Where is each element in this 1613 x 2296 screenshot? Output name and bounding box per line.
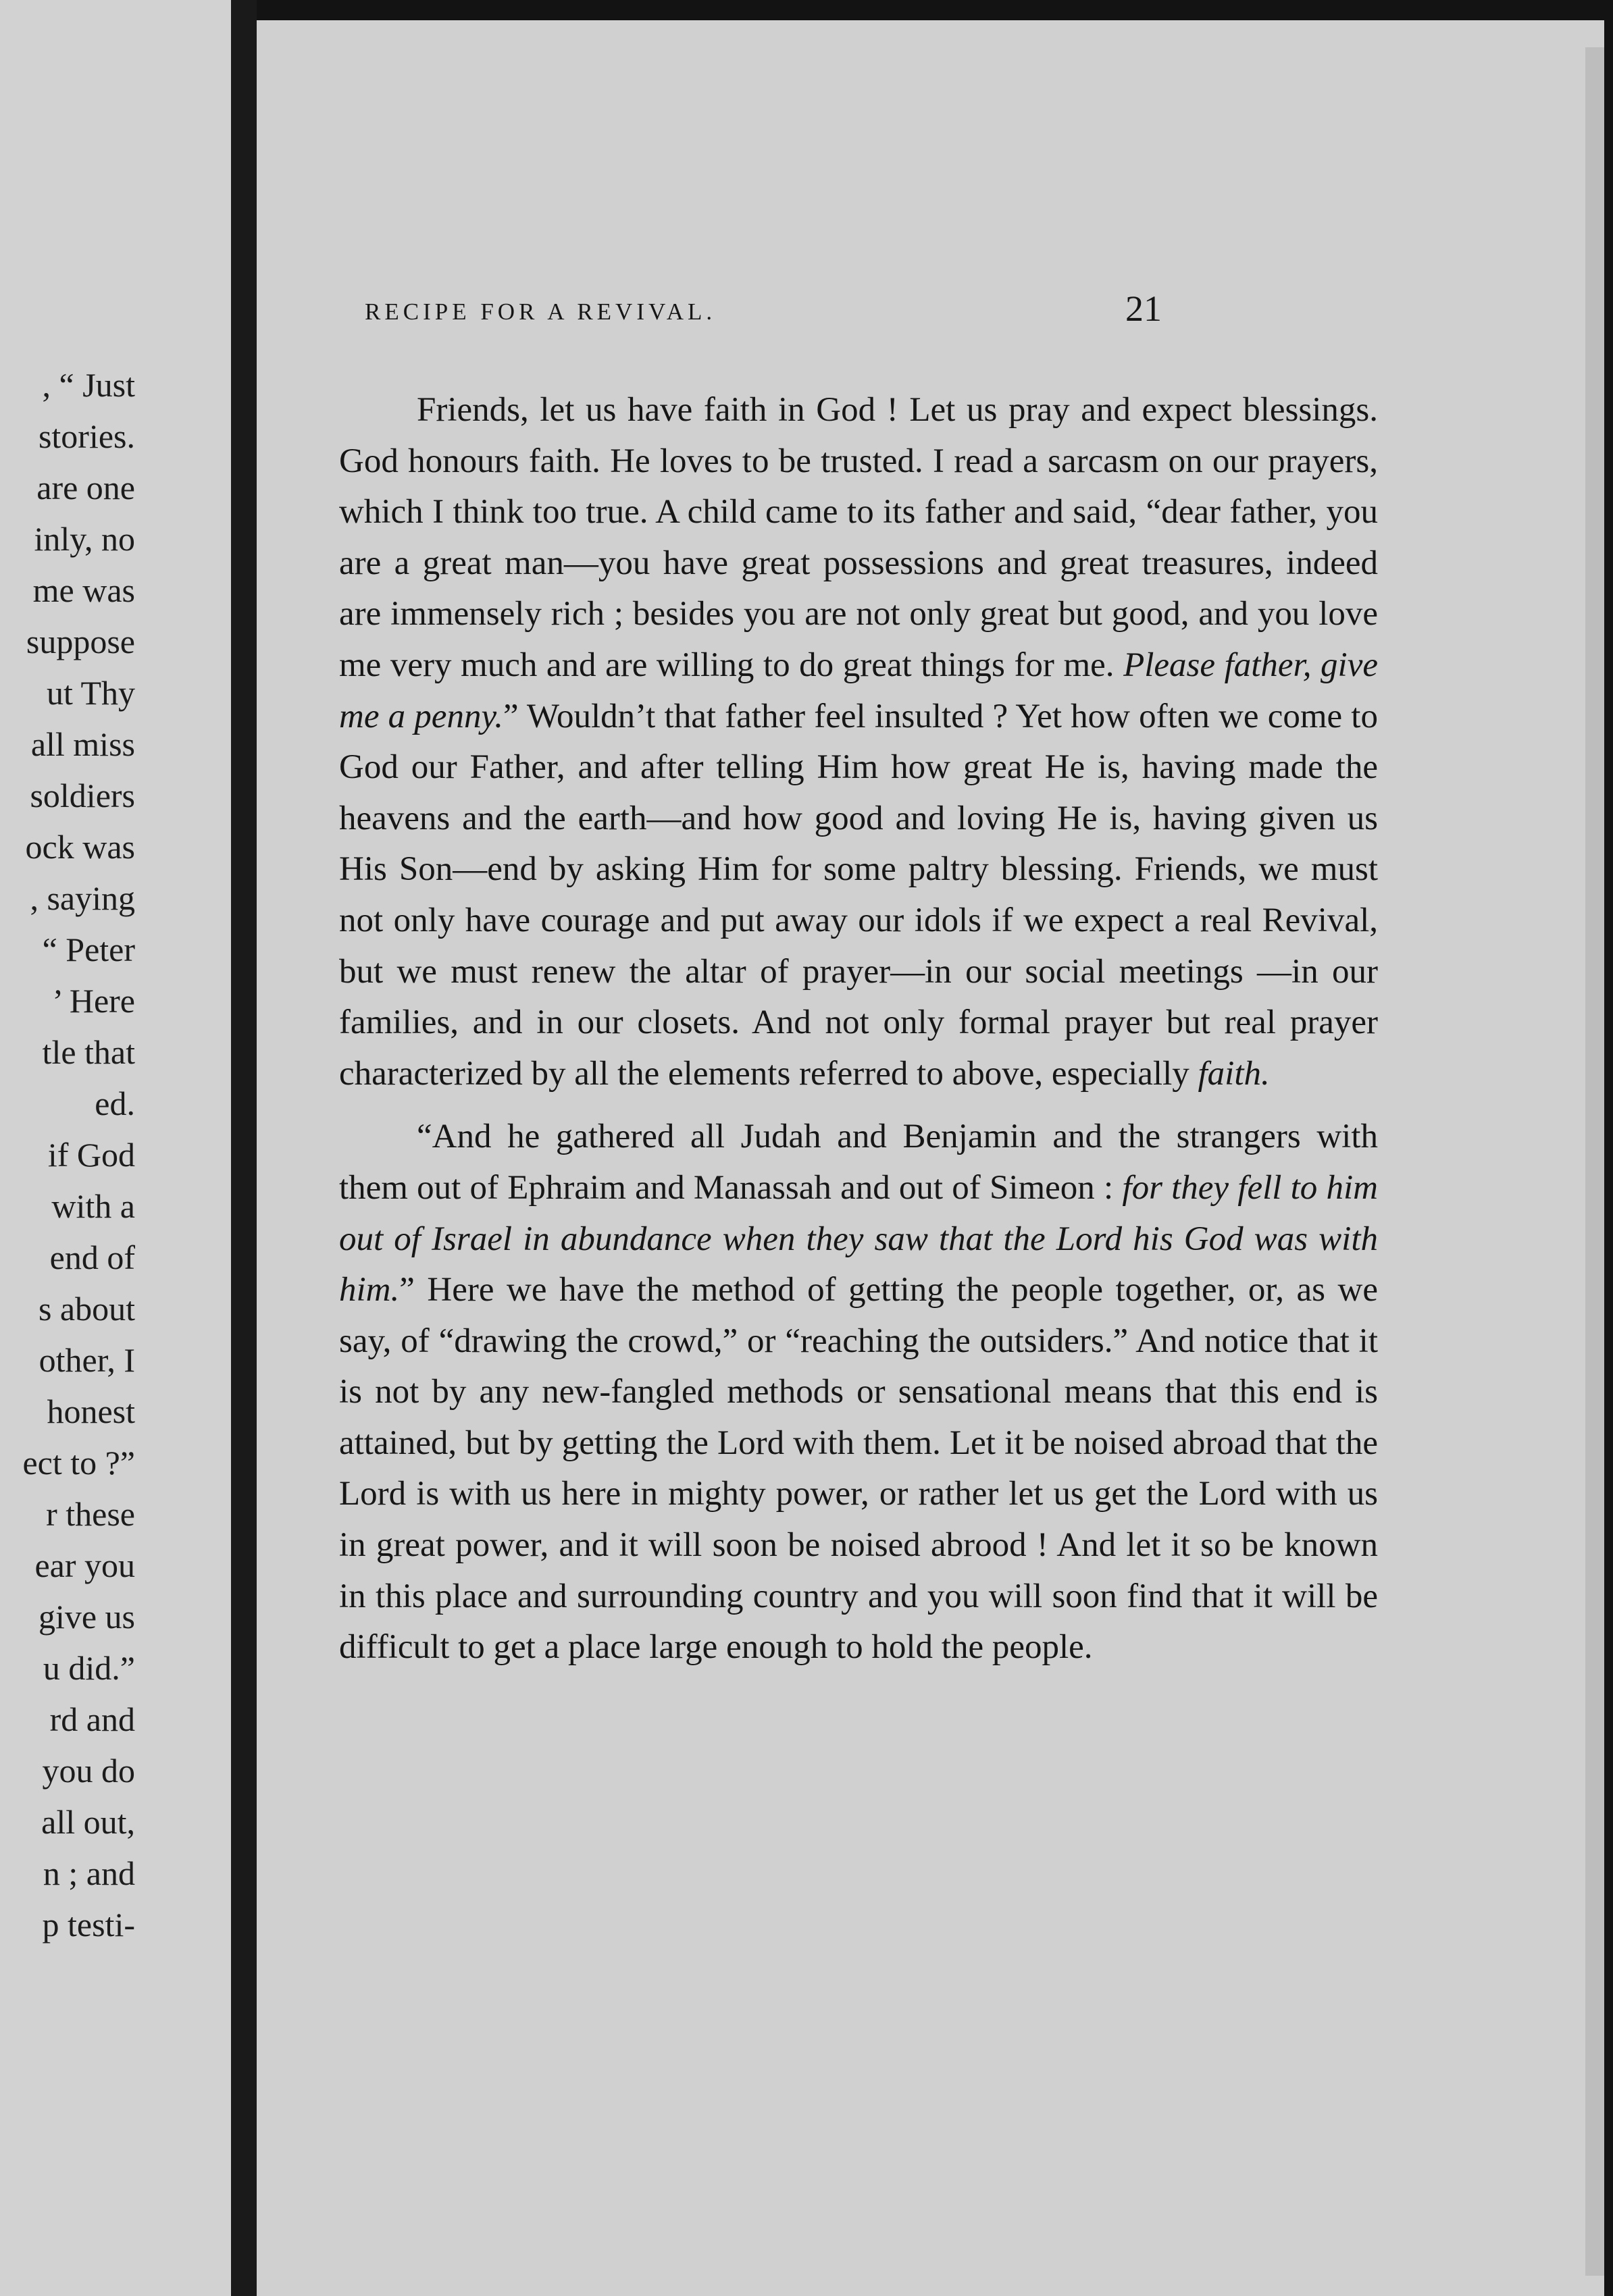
left-page-line: with a	[51, 1187, 135, 1225]
left-page-line: ock was	[25, 828, 135, 866]
left-page-line: suppose	[26, 623, 135, 660]
left-page-line: ’ Here	[52, 982, 135, 1020]
page-header	[365, 284, 1162, 344]
body-text	[339, 385, 1378, 1673]
left-page-line: are one	[36, 469, 135, 506]
left-page-line: honest	[47, 1392, 135, 1430]
book-gutter	[231, 0, 257, 2296]
left-page-line: if God	[47, 1136, 135, 1174]
left-page-line: u did.”	[43, 1649, 135, 1687]
left-page-line: me was	[32, 571, 135, 609]
left-page-line: ear you	[34, 1546, 135, 1584]
left-page-line: other, I	[39, 1341, 135, 1379]
page-number: 21	[1125, 288, 1162, 329]
left-page-line: ut Thy	[46, 674, 135, 712]
left-page-line: , “ Just	[42, 366, 135, 404]
left-page-line: tle that	[42, 1033, 135, 1071]
left-page-line: you do	[42, 1752, 135, 1790]
page-edge	[1585, 47, 1604, 2276]
left-page-text	[22, 359, 135, 1950]
left-page	[0, 0, 231, 2296]
left-page-line: ed.	[95, 1085, 135, 1122]
left-page-line: give us	[38, 1598, 135, 1636]
paragraph: “And he gathered all Judah and Benjamin and the strangers with them out of Ephraim and Manassah and out of Simeon : for they fell to him out of Israel in abundance when they saw that the Lord his God was with him.” Here we have the method of getting the people together, or, as we say, of “drawing the crowd,” or “reaching the outsiders.” And notice that it is not by any new-fangled methods or sensational means that this end is attained, but by getting the Lord with them. Let it be noised abroad that the Lord is with us here in mighty power, or rather let us get the Lord with us in great power, and it will soon be noised abrood ! And let it so be known in this place and surrounding country and you will soon find that it will be difficult to get a place large enough to hold the people.	[339, 1118, 1379, 1667]
left-page-line: rd and	[49, 1700, 135, 1738]
left-page-line: soldiers	[30, 777, 135, 814]
left-page-line: , saying	[30, 879, 135, 917]
paragraph: Friends, let us have faith in God ! Let us pray and expect blessings. God honours faith. He loves to be trusted. I read a sarcasm on our prayers, which I think too true. A child came to its father and said, “dear father, you are a great man—you have great possessions and great treasures, indeed are immensely rich ; besides you are not only great but good, and you love me very much and are willing to do great things for me. Please father, give me a penny.” Wouldn’t that father feel insulted ? Yet how often we come to God our Father, and after telling Him how great He is, having made the heavens and the earth—and how good and loving He is, having given us His Son—end by asking Him for some paltry blessing. Friends, we must not only have courage and put away our idols if we expect a real Revival, but we must renew the altar of prayer—in our social meetings —in our families, and in our closets. And not only formal prayer but real prayer characterized by all the elements referred to above, especially faith.	[339, 391, 1378, 1093]
left-page-line: stories.	[38, 417, 135, 455]
left-page-line: end of	[49, 1238, 135, 1276]
left-page-line: ect to ?”	[22, 1444, 135, 1482]
left-page-line: s about	[38, 1290, 135, 1328]
left-page-line: all miss	[30, 725, 135, 763]
left-page-line: p testi-	[42, 1906, 135, 1943]
running-head: RECIPE FOR A REVIVAL.	[365, 298, 717, 325]
left-page-line: inly, no	[34, 520, 135, 558]
left-page-line: n ; and	[43, 1854, 135, 1892]
left-page-line: all out,	[41, 1803, 135, 1841]
left-page-line: r these	[46, 1495, 135, 1533]
left-page-line: “ Peter	[42, 931, 135, 968]
